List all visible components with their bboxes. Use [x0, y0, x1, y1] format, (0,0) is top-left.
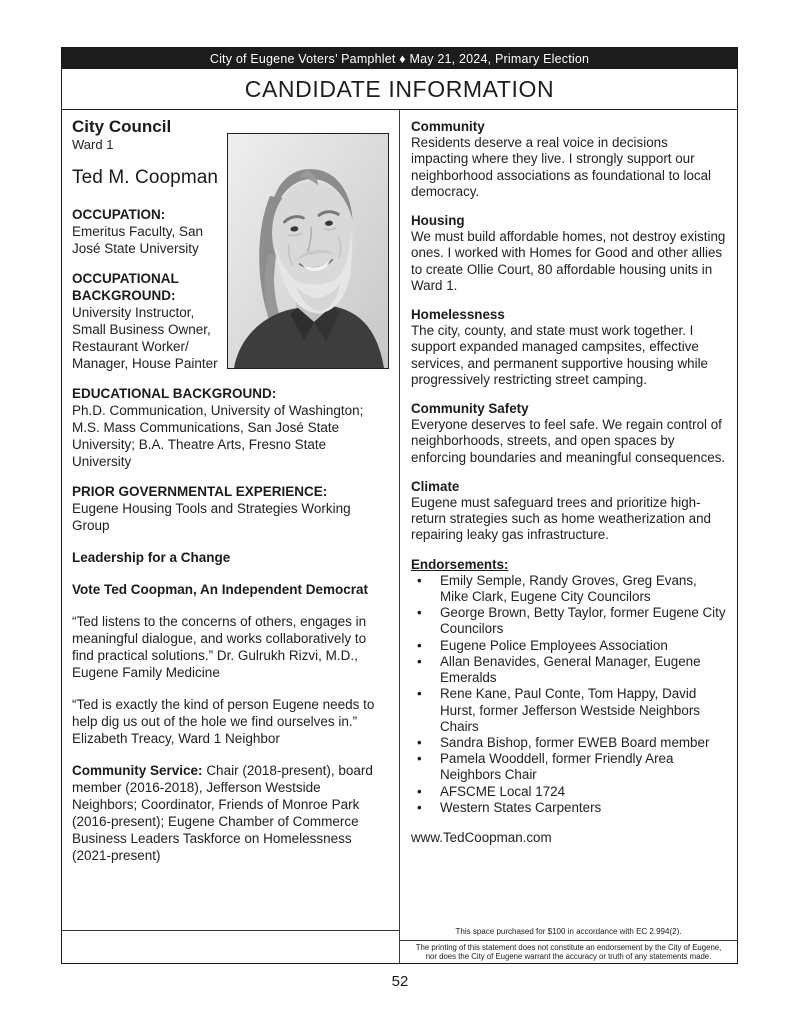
office-title: City Council [72, 117, 172, 136]
endorsement-item: • Western States Carpenters [411, 800, 727, 816]
endorsement-item: • Rene Kane, Paul Conte, Tom Happy, David Hurst, former Jefferson Westside Neighbors Chairs [411, 686, 727, 735]
section-body: The city, county, and state must work together. I support expanded managed campsites, effective services, and permanent supportive housing while progressively restricting street camping. [411, 323, 708, 387]
endorsement-item: • George Brown, Betty Taylor, former Eugene City Councilors [411, 605, 727, 637]
header-banner-text: City of Eugene Voters’ Pamphlet ♦ May 21, 2024, Primary Election [209, 51, 590, 66]
portrait-illustration [228, 134, 388, 368]
page-title: CANDIDATE INFORMATION [244, 75, 555, 102]
occupational-background-value: University Instructor, Small Business Owner, Restaurant Worker/ Manager, House Painter [72, 305, 218, 371]
section-body: We must build affordable homes, not destroy existing ones. I worked with Homes for Good and other allies to create Ollie Court, 80 affordable housing units in Ward 1. [411, 229, 726, 293]
educational-background-value: Ph.D. Communication, University of Washington; M.S. Mass Communications, San José State University; B.A. Theatre Arts, Fresno State University [72, 403, 364, 469]
page-number: 52 [391, 973, 409, 990]
section-body: Residents deserve a real voice in decisions impacting where they live. I strongly support our neighborhood associations as foundational to local democracy. [411, 135, 712, 199]
statement-section-community-safety [411, 401, 727, 466]
empty-cell [62, 931, 399, 963]
section-heading: Climate [411, 478, 460, 494]
page-title-band [62, 69, 737, 110]
section-body: Everyone deserves to feel safe. We regain control of neighborhoods, streets, and open spaces by enforcing boundaries and meaningful consequences. [411, 417, 726, 465]
endorsement-item: • Pamela Wooddell, former Friendly Area Neighbors Chair [411, 751, 727, 783]
statement-section-climate [411, 479, 727, 544]
candidate-profile [62, 110, 399, 931]
ward-label: Ward 1 [72, 137, 114, 152]
endorsement-item: • Sandra Bishop, former EWEB Board member [411, 735, 727, 751]
occupation-value: Emeritus Faculty, San José State University [72, 224, 204, 256]
statement-section-community [411, 119, 727, 200]
right-column [400, 110, 737, 963]
community-service-paragraph [72, 762, 389, 864]
educational-background-label: EDUCATIONAL BACKGROUND: [72, 386, 277, 401]
occupation-label: OCCUPATION: [72, 207, 166, 222]
campaign-website: www.TedCoopman.com [411, 829, 552, 845]
endorsement-item: • Eugene Police Employees Association [411, 638, 727, 654]
community-service-value: Chair (2018-present), board member (2016-2018), Jefferson Westside Neighbors; Coordinator, Friends of Monroe Park (2016-present); Eugene Chamber of Commerce Business Leaders Taskforce on Homelessness (2021-present) [72, 763, 373, 863]
city-disclaimer [400, 940, 737, 963]
section-heading: Homelessness [411, 307, 505, 323]
slogan-leadership: Leadership for a Change [72, 550, 231, 565]
endorsement-item: • Emily Semple, Randy Groves, Greg Evans, Mike Clark, Eugene City Councilors [411, 573, 727, 605]
content-columns [62, 110, 737, 963]
city-disclaimer-text: The printing of this statement does not constitute an endorsement by the City of Eugene, nor does the City of Eugene warrant the accuracy or truth of any statements made. [415, 943, 722, 961]
slogan-vote: Vote Ted Coopman, An Independent Democrat [72, 582, 369, 597]
endorsement-quote-2: “Ted is exactly the kind of person Eugene needs to help dig us out of the hole we find ourselves in.” Elizabeth Treacy, Ward 1 Neighbor [72, 697, 375, 746]
endorsement-item: • Allan Benavides, General Manager, Eugene Emeralds [411, 654, 727, 686]
candidate-statement [400, 110, 737, 925]
statement-section-homelessness [411, 307, 727, 388]
candidate-photo [227, 133, 389, 369]
endorsements-list [411, 573, 727, 816]
endorsement-quote-1: “Ted listens to the concerns of others, engages in meaningful dialogue, and works collaboratively to find practical solutions.” Dr. Gulrukh Rizvi, M.D., Eugene Family Medicine [72, 614, 367, 680]
left-column [62, 110, 400, 963]
section-body: Eugene must safeguard trees and prioritize high-return strategies such as home weatherization and repairing leaky gas infrastructure. [411, 495, 711, 543]
candidate-name: Ted M. Coopman [72, 167, 219, 188]
prior-government-label: PRIOR GOVERNMENTAL EXPERIENCE: [72, 484, 328, 499]
community-service-label: Community Service: [72, 763, 203, 778]
section-heading: Community Safety [411, 401, 529, 417]
prior-government-value: Eugene Housing Tools and Strategies Working Group [72, 501, 351, 533]
endorsements-heading: Endorsements: [411, 556, 509, 572]
section-heading: Housing [411, 213, 465, 229]
pamphlet-sheet [61, 47, 738, 964]
purchase-note: This space purchased for $100 in accordance with EC 2.994(2). [455, 927, 682, 936]
header-banner [62, 48, 737, 69]
endorsement-item: • AFSCME Local 1724 [411, 784, 727, 800]
statement-section-housing [411, 213, 727, 294]
section-heading: Community [411, 119, 485, 134]
occupational-background-label: OCCUPATIONAL BACKGROUND: [72, 271, 179, 303]
